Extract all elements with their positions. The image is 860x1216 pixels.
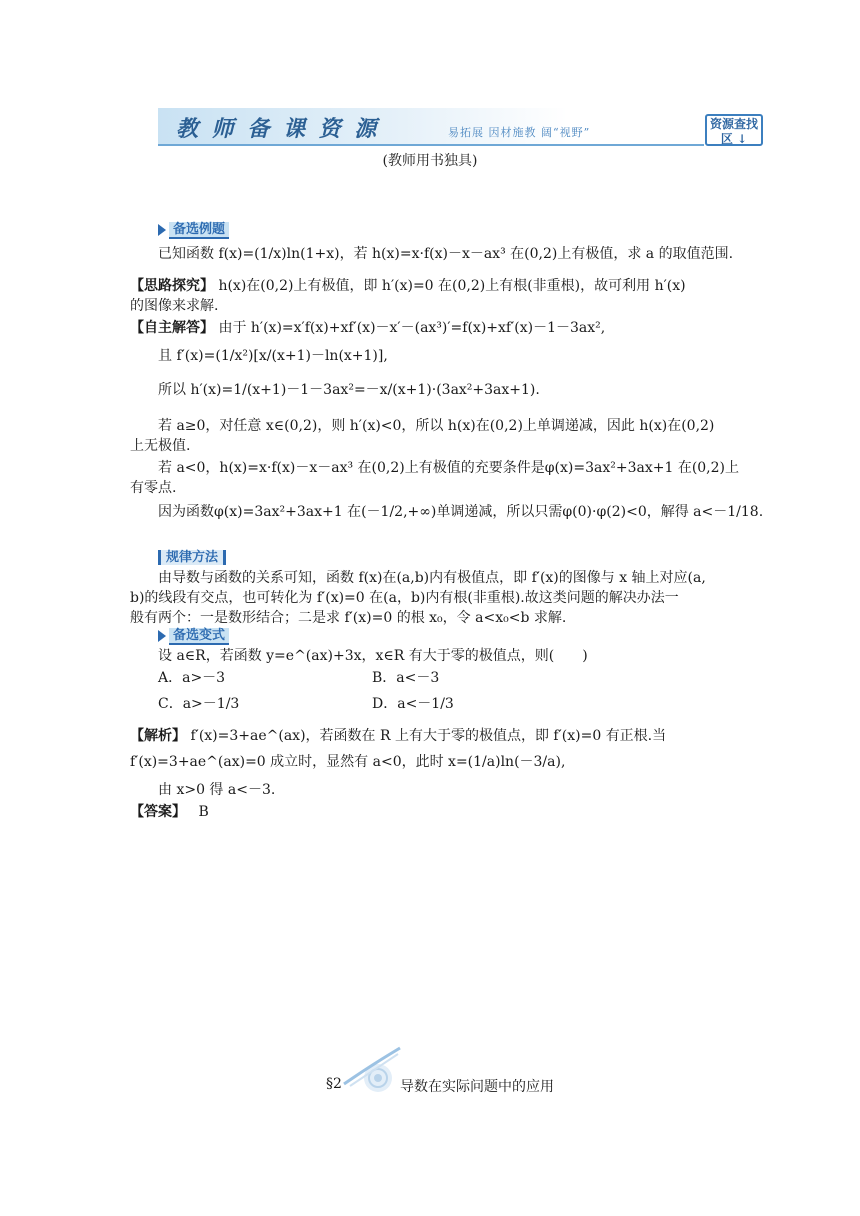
resource-search-label: 资源查找区 ↓ (709, 117, 758, 146)
analysis-line-2: f′(x)=3+ae^(ax)=0 成立时，显然有 a<0，此时 x=(1/a)ln(－3/a), (130, 754, 566, 770)
page-subtitle: (教师用书独具) (382, 153, 478, 169)
case2-line-2: 有零点. (130, 480, 177, 496)
example-problem: 已知函数 f(x)=(1/x)ln(1+x)，若 h(x)=x·f(x)－x－ax³ 在(0,2)上有极值，求 a 的取值范围. (158, 246, 734, 262)
section-header-example (158, 222, 229, 237)
resource-search-button[interactable] (705, 114, 763, 146)
option-a: A．a>－3 (158, 670, 226, 686)
option-d: D．a<－1/3 (372, 696, 454, 712)
answer-line (130, 802, 209, 822)
idea-label: 【思路探究】 (130, 278, 214, 294)
solve-line-3: 所以 h′(x)=1/(x+1)－1－3ax²=－x/(x+1)·(3ax²+3ax+1). (158, 382, 540, 398)
triangle-icon (158, 224, 166, 236)
solve-line-2: 且 f′(x)=(1/x²)[x/(x+1)－ln(x+1)], (158, 348, 388, 364)
section-header-label: 备选例题 (169, 222, 229, 239)
solve-label: 【自主解答】 (130, 320, 214, 336)
banner-slogan: 易拓展 因材施教 阔“视野” (448, 126, 591, 139)
method-line-1: 由导数与函数的关系可知，函数 f(x)在(a,b)内有极值点，即 f′(x)的图像与 x 轴上对应(a, (158, 570, 706, 586)
section-header-label: 备选变式 (169, 628, 229, 645)
triangle-icon (158, 630, 166, 642)
section-header-method (158, 550, 226, 565)
case2-line-1: 若 a<0，h(x)=x·f(x)－x－ax³ 在(0,2)上有极值的充要条件是φ(x)=3ax²+3ax+1 在(0,2)上 (158, 460, 740, 476)
case1-line-2: 上无极值. (130, 438, 191, 454)
option-b: B．a<－3 (372, 670, 440, 686)
idea-line-2: 的图像来求解. (130, 298, 219, 314)
target-logo-icon (340, 1044, 404, 1096)
analysis-line-3: 由 x>0 得 a<－3. (158, 782, 276, 798)
footer-chapter-title: 导数在实际问题中的应用 (400, 1079, 554, 1095)
option-c: C．a>－1/3 (158, 696, 240, 712)
answer-label: 【答案】 (130, 804, 186, 820)
idea-line-1 (130, 276, 686, 296)
analysis-text-1: f′(x)=3+ae^(ax)，若函数在 R 上有大于零的极值点，即 f′(x)=0 有正根.当 (190, 728, 667, 744)
analysis-label: 【解析】 (130, 728, 186, 744)
analysis-line-1 (130, 726, 666, 746)
footer-section-number: §2 (326, 1076, 342, 1092)
method-line-3: 般有两个：一是数形结合；二是求 f′(x)=0 的根 x₀，令 a<x₀<b 求解. (130, 610, 567, 626)
idea-text-1: h(x)在(0,2)上有极值，即 h′(x)=0 在(0,2)上有根(非重根)，故可利用 h′(x) (218, 278, 686, 294)
section-header-label: 规律方法 (158, 550, 226, 565)
solve-text-1: 由于 h′(x)=x′f(x)+xf′(x)－x′－(ax³)′=f(x)+xf′(x)－1－3ax², (218, 320, 606, 336)
variant-question: 设 a∈R，若函数 y=e^(ax)+3x，x∈R 有大于零的极值点，则( ) (158, 648, 588, 664)
method-line-2: b)的线段有交点，也可转化为 f′(x)=0 在(a，b)内有根(非重根).故这类问题的解决办法一 (130, 590, 679, 606)
solve-line-1 (130, 318, 605, 338)
case1-line-1: 若 a≥0，对任意 x∈(0,2)，则 h′(x)<0，所以 h(x)在(0,2)上单调递减，因此 h(x)在(0,2) (158, 418, 715, 434)
section-header-variant (158, 628, 229, 643)
answer-value: B (198, 804, 209, 820)
banner-title: 教 师 备 课 资 源 (176, 116, 380, 142)
example-conclusion: 因为函数φ(x)=3ax²+3ax+1 在(－1/2,+∞)单调递减，所以只需φ(0)·φ(2)<0，解得 a<－1/18. (158, 504, 764, 520)
